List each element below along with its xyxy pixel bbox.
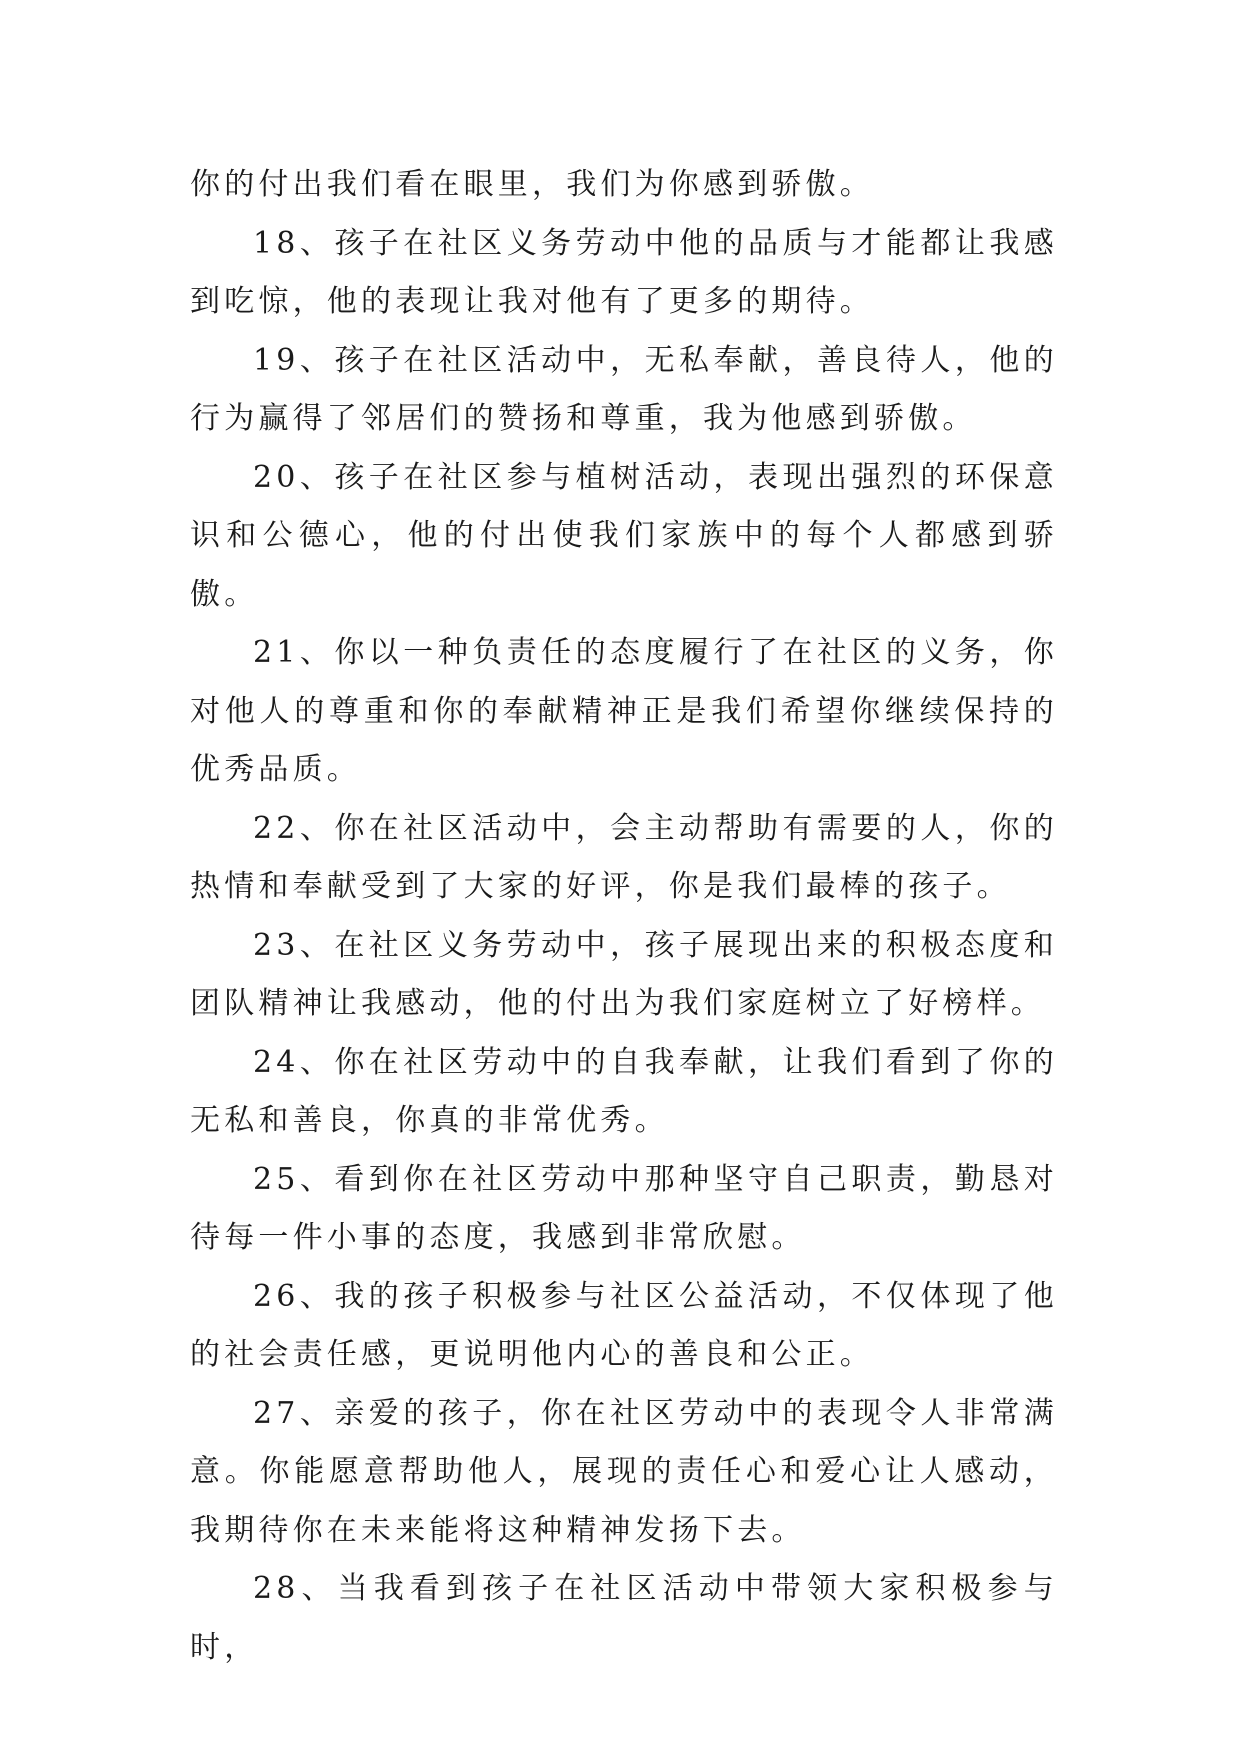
paragraph-22: 22、你在社区活动中，会主动帮助有需要的人，你的热情和奉献受到了大家的好评，你是我们最棒的孩子。 [190,810,1058,904]
paragraph-21: 21、你以一种负责任的态度履行了在社区的义务，你对他人的尊重和你的奉献精神正是我们希望你继续保持的优秀品质。 [190,635,1058,787]
paragraph-20: 20、孩子在社区参与植树活动，表现出强烈的环保意识和公德心，他的付出使我们家族中的每个人都感到骄傲。 [190,459,1058,612]
document-body [190,156,1058,1677]
paragraph-26: 26、我的孩子积极参与社区公益活动，不仅体现了他的社会责任感，更说明他内心的善良和公正。 [190,1278,1058,1372]
paragraph-24: 24、你在社区劳动中的自我奉献，让我们看到了你的无私和善良，你真的非常优秀。 [190,1044,1058,1138]
paragraph-28: 28、当我看到孩子在社区活动中带领大家积极参与时， [190,1571,1058,1665]
paragraph-19: 19、孩子在社区活动中，无私奉献，善良待人，他的行为赢得了邻居们的赞扬和尊重，我为他感到骄傲。 [190,342,1058,436]
paragraph-18: 18、孩子在社区义务劳动中他的品质与才能都让我感到吃惊，他的表现让我对他有了更多的期待。 [190,225,1058,319]
paragraph-25: 25、看到你在社区劳动中那种坚守自己职责，勤恳对待每一件小事的态度，我感到非常欣慰。 [190,1161,1058,1255]
paragraph-continuation: 你的付出我们看在眼里，我们为你感到骄傲。 [190,167,874,202]
paragraph-23: 23、在社区义务劳动中，孩子展现出来的积极态度和团队精神让我感动，他的付出为我们家庭树立了好榜样。 [190,927,1058,1021]
paragraph-27: 27、亲爱的孩子，你在社区劳动中的表现令人非常满意。你能愿意帮助他人，展现的责任心和爱心让人感动，我期待你在未来能将这种精神发扬下去。 [190,1395,1058,1548]
